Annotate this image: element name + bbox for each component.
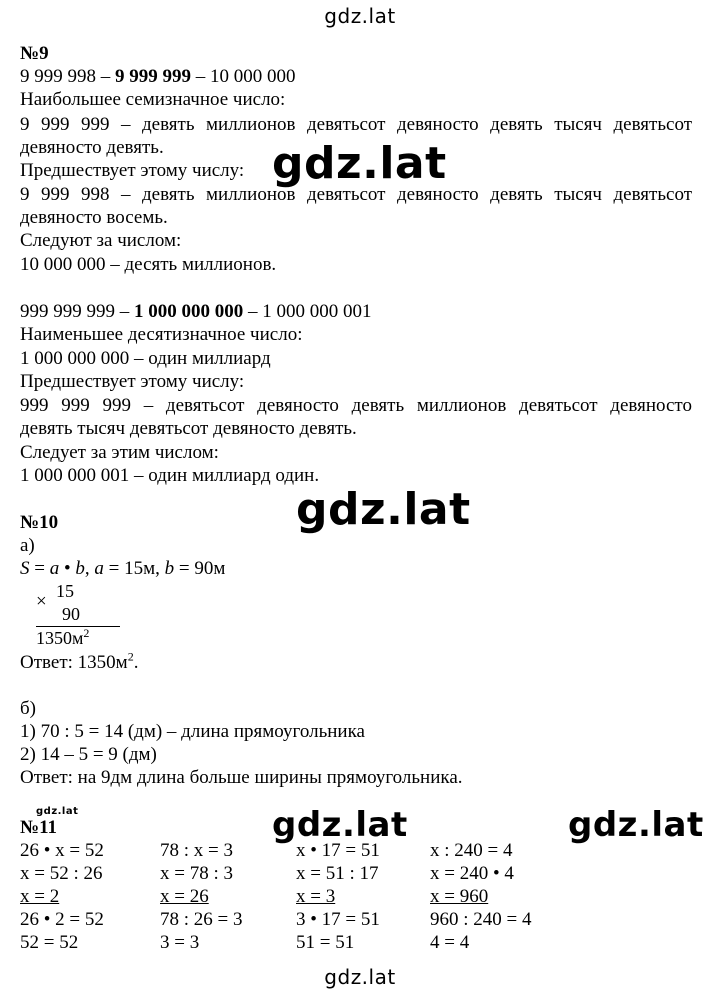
equation-c2-r5: 3 = 3 xyxy=(160,932,200,953)
equation-c2-r2: x = 78 : 3 xyxy=(160,863,233,884)
task9-line-8: 10 000 000 – десять миллионов. xyxy=(20,254,277,275)
equation-c3-r3: x = 3 xyxy=(296,886,336,907)
task10-part-b-label: б) xyxy=(20,698,36,719)
formula-eq: = xyxy=(29,558,50,579)
task10-heading: №10 xyxy=(20,512,59,533)
equation-c4-r1: x : 240 = 4 xyxy=(430,840,513,861)
task9-line-9: Наименьшее десятизначное число: xyxy=(20,324,303,345)
seq1-part-b: 9 999 999 xyxy=(115,66,191,87)
formula-s: S xyxy=(20,558,30,579)
formula-a-value: = 15м, xyxy=(103,558,165,579)
formula-comma: , xyxy=(84,558,95,579)
mul-result xyxy=(36,627,89,650)
task9-line-4: Предшествует этому числу: xyxy=(20,160,245,181)
answer-a-sup: 2 xyxy=(127,649,134,664)
equation-c4-r3: x = 960 xyxy=(430,886,489,907)
equation-c2-r1: 78 : x = 3 xyxy=(160,840,233,861)
formula-b: b xyxy=(75,558,85,579)
task9-sequence-1 xyxy=(20,65,296,88)
watermark-mid-2: gdz.lat xyxy=(296,484,471,535)
mul-result-value: 1350м xyxy=(36,628,84,648)
watermark-top: gdz.lat xyxy=(324,4,396,28)
task9-line-13: девять тысяч девятьсот девяносто девять. xyxy=(20,418,357,439)
seq1-part-c: – 10 000 000 xyxy=(191,66,296,87)
watermark-mid-1: gdz.lat xyxy=(272,138,447,189)
formula-b-value: = 90м xyxy=(174,558,226,579)
mul-sign: × xyxy=(36,591,47,612)
seq2-part-b: 1 000 000 000 xyxy=(134,301,244,322)
task10-part-a-label: а) xyxy=(20,535,35,556)
task9-heading: №9 xyxy=(20,43,49,64)
seq2-part-c: – 1 000 000 001 xyxy=(243,301,372,322)
formula-b2: b xyxy=(164,558,175,579)
task9-line-1: Наибольшее семизначное число: xyxy=(20,89,286,110)
equation-c3-r5: 51 = 51 xyxy=(296,932,355,953)
task9-line-10: 1 000 000 000 – один миллиард xyxy=(20,348,271,369)
mul-bottom: 90 xyxy=(62,604,80,624)
formula-a2: a xyxy=(94,558,104,579)
task9-line-7: Следуют за числом: xyxy=(20,230,182,251)
task10-answer-b: Ответ: на 9дм длина больше ширины прямоугольника. xyxy=(20,767,463,788)
formula-a: a xyxy=(49,558,60,579)
task10-answer-a xyxy=(20,651,138,674)
watermark-mid-3: gdz.lat xyxy=(272,805,408,845)
task9-line-3: девяносто девять. xyxy=(20,137,164,158)
watermark-tiny: gdz.lat xyxy=(36,806,79,817)
equation-c1-r3: x = 2 xyxy=(20,886,60,907)
task9-line-5: 9 999 998 – девять миллионов девятьсот девяносто девять тысяч девятьсот xyxy=(20,184,692,205)
seq1-part-a: 9 999 998 – xyxy=(20,66,115,87)
equation-c1-r4: 26 • 2 = 52 xyxy=(20,909,104,930)
equation-c1-r1: 26 • x = 52 xyxy=(20,840,104,861)
equation-c3-r4: 3 • 17 = 51 xyxy=(296,909,380,930)
equation-c1-r2: x = 52 : 26 xyxy=(20,863,103,884)
task9-sequence-2 xyxy=(20,300,372,323)
mul-result-sup: 2 xyxy=(83,626,90,640)
formula-dot: • xyxy=(59,558,76,579)
answer-a-end: . xyxy=(133,652,139,673)
task10-step-1: 1) 70 : 5 = 14 (дм) – длина прямоугольника xyxy=(20,721,365,742)
seq2-part-a: 999 999 999 – xyxy=(20,301,134,322)
equation-c4-r2: x = 240 • 4 xyxy=(430,863,514,884)
answer-a-text: Ответ: 1350м xyxy=(20,652,128,673)
equation-c2-r4: 78 : 26 = 3 xyxy=(160,909,243,930)
task11-heading: №11 xyxy=(20,817,58,838)
task10-step-2: 2) 14 – 5 = 9 (дм) xyxy=(20,744,157,765)
equation-c1-r5: 52 = 52 xyxy=(20,932,79,953)
task9-line-15: 1 000 000 001 – один миллиард один. xyxy=(20,465,320,486)
equation-c3-r2: x = 51 : 17 xyxy=(296,863,379,884)
task9-line-2: 9 999 999 – девять миллионов девятьсот девяносто девять тысяч девятьсот xyxy=(20,114,692,135)
equation-c4-r4: 960 : 240 = 4 xyxy=(430,909,532,930)
mul-top: 15 xyxy=(56,581,74,601)
watermark-mid-4: gdz.lat xyxy=(568,805,704,845)
task9-line-6: девяносто восемь. xyxy=(20,207,168,228)
task9-line-12: 999 999 999 – девятьсот девяносто девять миллионов девятьсот девяносто xyxy=(20,395,692,416)
equation-c2-r3: x = 26 xyxy=(160,886,209,907)
watermark-bottom: gdz.lat xyxy=(324,965,396,989)
task9-line-11: Предшествует этому числу: xyxy=(20,371,245,392)
task10-formula xyxy=(20,557,225,580)
equation-c4-r5: 4 = 4 xyxy=(430,932,470,953)
equation-c3-r1: x • 17 = 51 xyxy=(296,840,380,861)
task9-line-14: Следует за этим числом: xyxy=(20,442,219,463)
